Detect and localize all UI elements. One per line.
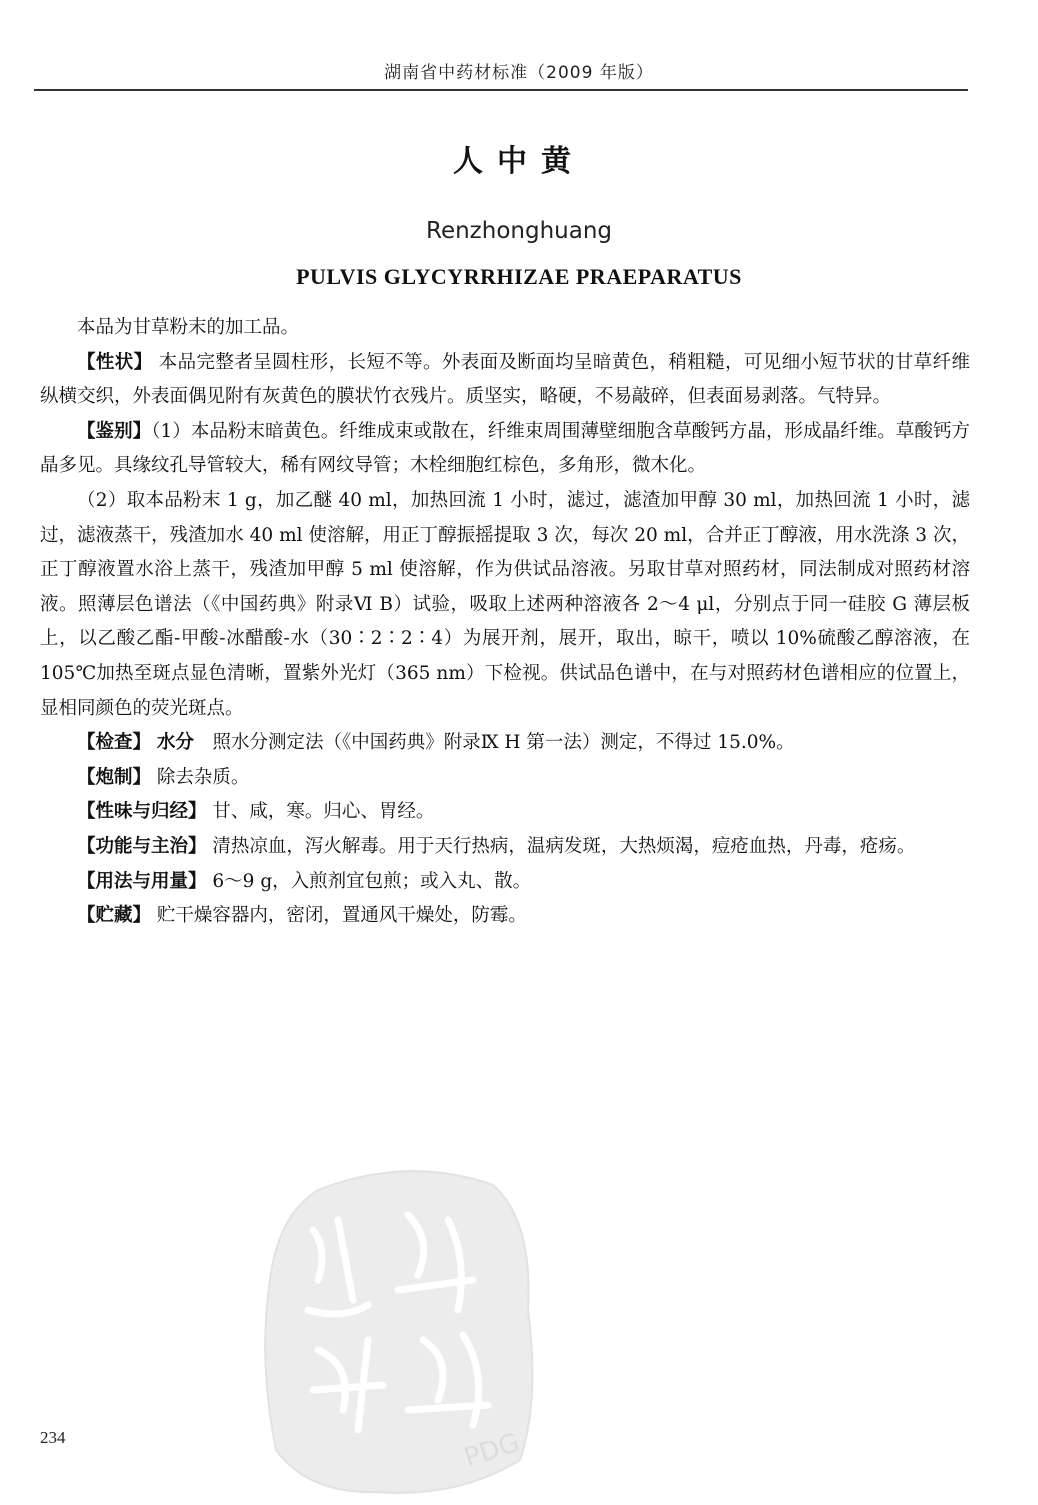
identification-paragraph-1 <box>40 415 970 484</box>
storage-text: 贮干燥容器内，密闭，置通风干燥处，防霉。 <box>156 905 527 927</box>
identification-text-2: （2）取本品粉末 1 g，加乙醚 40 ml，加热回流 1 小时，滤过，滤渣加甲醇 30 ml，加热回流 1 小时，滤过，滤液蒸干，残渣加水 40 ml 使溶解，用正丁醇振摇提取 3 次，每次 20 ml，合并正丁醇液，用水洗涤 3 次，正丁醇液置水浴上蒸干，残渣加甲醇 5 ml 使溶解，作为供试品溶液。另取甘草对照药材，同法制成对照药材溶液。照薄层色谱法（《中国药典》附录Ⅵ B）试验，吸取上述两种溶液各 2～4 μl，分别点于同一硅胶 G 薄层板上，以乙酸乙酯-甲酸-冰醋酸-水（30∶2∶2∶4）为展开剂，展开，取出，晾干，喷以 10%硫酸乙醇溶液，在 105℃加热至斑点显色清晰，置紫外光灯（365 nm）下检视。供试品色谱中，在与对照药材色谱相应的位置上，显相同颜色的荧光斑点。 <box>40 489 970 719</box>
watermark-text: PDG <box>460 1427 524 1474</box>
identification-paragraph-2 <box>40 484 970 726</box>
page-number: 234 <box>40 1428 66 1447</box>
intro-paragraph <box>40 311 970 346</box>
inspection-paragraph <box>40 726 970 761</box>
seal-watermark <box>258 1160 548 1500</box>
storage-paragraph <box>40 899 970 934</box>
identification-text-1: （1）本品粉末暗黄色。纤维成束或散在，纤维束周围薄壁细胞含草酸钙方晶，形成晶纤维。草酸钙方晶多见。具缘纹孔导管较大，稀有网纹导管；木栓细胞红棕色，多角形，微木化。 <box>40 420 970 477</box>
description-label: 【性状】 <box>77 351 153 373</box>
processing-text: 除去杂质。 <box>156 766 250 788</box>
entry-body <box>40 311 970 934</box>
intro-text: 本品为甘草粉末的加工品。 <box>77 317 300 338</box>
processing-label: 【炮制】 <box>77 766 152 788</box>
header-divider <box>34 89 968 91</box>
nature-paragraph <box>40 795 970 830</box>
inspection-sublabel: 水分 <box>156 732 194 754</box>
entry-title: 人中黄 <box>453 144 585 179</box>
entry-pinyin: Renzhonghuang <box>426 218 612 244</box>
function-text: 清热凉血，泻火解毒。用于天行热病，温病发斑，大热烦渴，痘疮血热，丹毒，疮疡。 <box>212 835 916 857</box>
usage-text: 6～9 g，入煎剂宜包煎；或入丸、散。 <box>212 870 532 892</box>
inspection-label: 【检查】 <box>77 732 152 754</box>
nature-label: 【性味与归经】 <box>77 801 207 823</box>
nature-text: 甘、咸，寒。归心、胃经。 <box>212 801 435 823</box>
function-paragraph <box>40 830 970 865</box>
usage-label: 【用法与用量】 <box>77 870 207 892</box>
running-header: 湖南省中药材标准（2009 年版） <box>384 63 654 83</box>
storage-label: 【贮藏】 <box>77 905 152 927</box>
description-paragraph <box>40 346 970 415</box>
usage-paragraph <box>40 865 970 900</box>
entry-latin-name: PULVIS GLYCYRRHIZAE PRAEPARATUS <box>296 264 742 289</box>
function-label: 【功能与主治】 <box>77 835 207 857</box>
description-text: 本品完整者呈圆柱形，长短不等。外表面及断面均呈暗黄色，稍粗糙，可见细小短节状的甘草纤维纵横交织，外表面偶见附有灰黄色的膜状竹衣残片。质坚实，略硬，不易敲碎，但表面易剥落。气特异。 <box>40 351 970 408</box>
identification-label: 【鉴别】 <box>77 420 152 442</box>
inspection-text: 照水分测定法（《中国药典》附录Ⅸ H 第一法）测定，不得过 15.0%。 <box>212 732 795 754</box>
processing-paragraph <box>40 761 970 796</box>
